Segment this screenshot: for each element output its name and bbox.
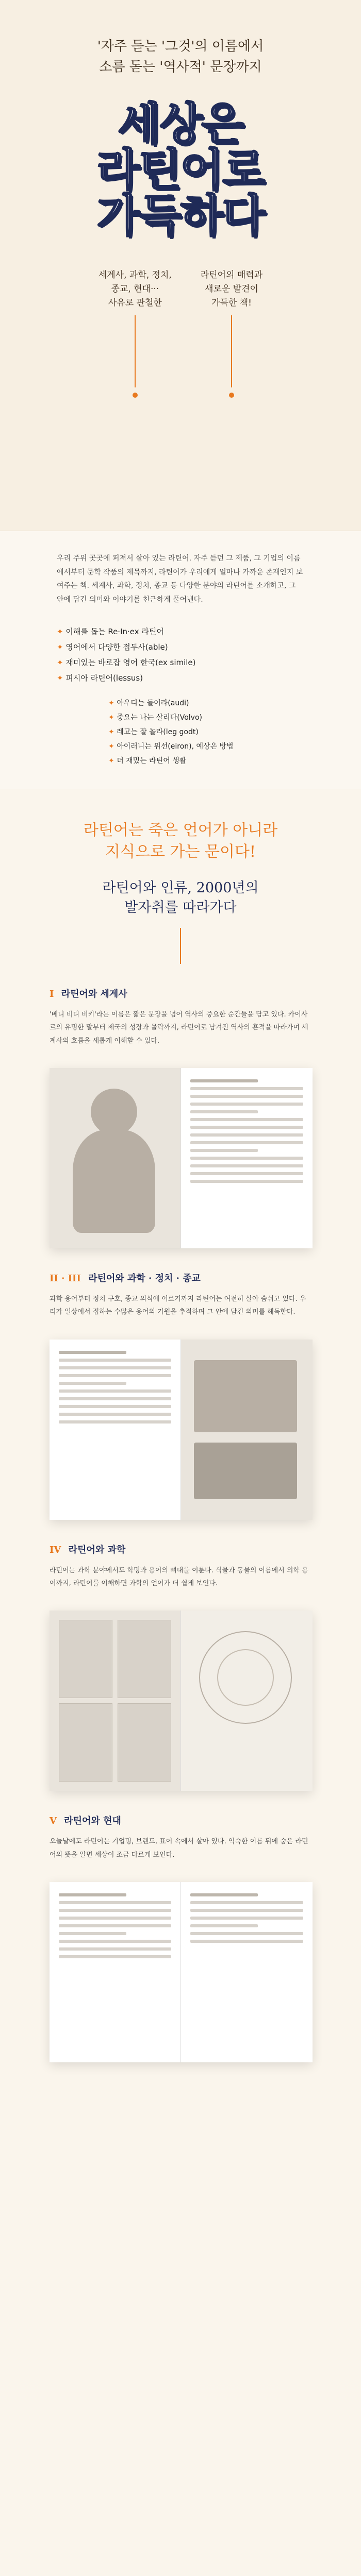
- book-spread-image: [50, 1882, 313, 2062]
- contents-heading: [0, 820, 361, 964]
- part-body: 과학 용어부터 정치 구호, 종교 의식에 이르기까지 라틴어는 여전히 살아 숨쉬고 있다. 우리가 일상에서 접하는 수많은 용어의 기원을 추적하며 그 안에 담긴 의미를 해독한다.: [50, 1295, 306, 1316]
- sub-features-list: [108, 696, 304, 768]
- sub-feature-item: ✦ 아우디는 들어라(audi): [108, 696, 304, 710]
- text-line: [59, 1359, 171, 1362]
- logo-line2: 라틴어로: [96, 144, 265, 196]
- sub-feature-item: ✦ 레고는 잘 놀라(leg godt): [108, 725, 304, 739]
- grid-illustration: [118, 1703, 171, 1782]
- text-line: [59, 1924, 171, 1927]
- contents-subheadline: 라틴어와 인류, 2000년의: [102, 880, 259, 896]
- hero-divider-line: [231, 315, 232, 387]
- illustration-page: [181, 1340, 313, 1520]
- grid-illustration: [118, 1620, 171, 1698]
- part-title-text: 라틴어와 현대: [64, 1816, 121, 1827]
- text-line: [190, 1909, 303, 1912]
- features-list: [57, 624, 304, 686]
- diagram-page: [181, 1611, 313, 1791]
- text-line: [190, 1103, 303, 1106]
- text-line: [59, 1420, 171, 1423]
- feature-item: ✦ 재미있는 바로잡 영어 한국(ex simile): [57, 655, 304, 670]
- sub-feature-item: ✦ 더 재밌는 라틴어 생활: [108, 754, 304, 768]
- hero-columns: [0, 268, 361, 398]
- contents-subheadline: 발자취를 따라가다: [124, 900, 237, 916]
- text-line: [190, 1901, 303, 1904]
- hero-right-line: 가득한 책!: [211, 298, 252, 309]
- part-body: '베니 비디 비키'라는 이름은 짧은 문장을 넘어 역사의 중요한 순간들을 담고 있다. 카이사르의 유명한 말부터 제국의 성장과 몰락까지, 라틴어로 남겨진 역사의 흔적을 따라가며 세계사의 흐름을 새롭게 이해할 수 있다.: [50, 1010, 308, 1045]
- hero-section: [0, 0, 361, 531]
- text-line: [59, 1351, 126, 1354]
- hero-quote-line1: '자주 듣는 '그것'의 이름에서: [97, 39, 264, 54]
- text-line: [190, 1917, 303, 1920]
- hero-dot: [133, 393, 138, 398]
- text-line: [59, 1932, 126, 1935]
- text-line: [59, 1940, 171, 1943]
- part-title-text: 라틴어와 세계사: [61, 988, 127, 999]
- intro-section: [0, 531, 361, 789]
- book-spread-image: [50, 1068, 313, 1248]
- part-5: [0, 1814, 361, 2062]
- text-line: [59, 1397, 171, 1400]
- part-number: V: [50, 1816, 57, 1827]
- text-line: [59, 1947, 171, 1951]
- text-line: [190, 1110, 258, 1113]
- text-line: [59, 1374, 171, 1377]
- hero-left-line: 종교, 현대···: [111, 284, 159, 295]
- part-4: [0, 1543, 361, 1791]
- hero-left-col: [99, 268, 172, 398]
- text-line: [190, 1157, 303, 1160]
- part-title-text: 라틴어와 과학: [68, 1544, 126, 1555]
- grid-illustration: [59, 1620, 112, 1698]
- hero-divider-line: [135, 315, 136, 387]
- logo-line1: 세상은: [118, 98, 243, 150]
- part-number: IV: [50, 1544, 61, 1555]
- text-page: [181, 1068, 313, 1248]
- illustration-grid: [50, 1611, 180, 1791]
- figure-body: [73, 1130, 155, 1233]
- book-spread-image: [50, 1340, 313, 1520]
- grid-illustration: [59, 1703, 112, 1782]
- text-line: [190, 1133, 303, 1137]
- part-number: II · III: [50, 1273, 81, 1284]
- sub-feature-item: ✦ 중요는 나는 살리다(Volvo): [108, 710, 304, 725]
- feature-item: ✦ 피시아 라틴어(lessus): [57, 670, 304, 686]
- text-line: [190, 1095, 303, 1098]
- part-1: [0, 987, 361, 1248]
- hero-right-text: [201, 268, 262, 311]
- text-line: [190, 1940, 303, 1943]
- part-title: [50, 987, 311, 1000]
- text-line: [59, 1405, 171, 1408]
- text-line: [59, 1955, 171, 1958]
- hero-dot: [229, 393, 234, 398]
- hero-left-line: 세계사, 과학, 정치,: [98, 269, 172, 280]
- text-line: [59, 1366, 171, 1369]
- text-page: [181, 1882, 313, 2062]
- hero-quote-line2: 소름 돋는 '역사적' 문장까지: [99, 59, 262, 75]
- text-line: [190, 1932, 303, 1935]
- circle-diagram: [217, 1649, 274, 1706]
- text-page: [50, 1340, 181, 1520]
- intro-paragraph: 우리 주위 곳곳에 퍼져서 살아 있는 라틴어. 자주 듣던 그 제품, 그 기업의 이름에서부터 문학 작품의 제목까지, 라틴어가 우리에게 얼마나 가까운 존재인지 보여주는 책. 세계사, 과학, 정치, 종교 등 다양한 분야의 라틴어를 소개하고, 그 안에 담긴 의미와 이야기를 친근하게 풀어낸다.: [57, 554, 303, 604]
- text-line: [190, 1180, 303, 1183]
- feature-item: ✦ 이해를 돕는 Re·In·ex 라틴어: [57, 624, 304, 639]
- section-divider-line: [180, 928, 181, 964]
- hero-right-col: [201, 268, 262, 398]
- hero-right-line: 라틴어의 매력과: [200, 269, 263, 280]
- text-line: [190, 1164, 303, 1167]
- part-body: 라틴어는 과학 분야에서도 학명과 용어의 뼈대를 이룬다. 식물과 동물의 이름에서 의학 용어까지, 라틴어를 이해하면 과학의 언어가 더 쉽게 보인다.: [50, 1566, 308, 1588]
- text-line: [190, 1087, 303, 1090]
- text-line: [59, 1382, 126, 1385]
- sub-feature-item: ✦ 아이러니는 위선(eiron), 예상은 방법: [108, 739, 304, 754]
- text-line: [59, 1893, 126, 1896]
- part-title-text: 라틴어와 과학 · 정치 · 종교: [88, 1273, 201, 1284]
- hero-quote: [0, 36, 361, 78]
- text-line: [59, 1909, 171, 1912]
- text-line: [190, 1172, 303, 1175]
- contents-headline: 지식으로 가는 문이다!: [105, 843, 256, 861]
- text-line: [59, 1389, 171, 1393]
- illustration: [194, 1360, 297, 1432]
- logo-line3: 가득하다: [96, 190, 265, 242]
- part-body: 오늘날에도 라틴어는 기업명, 브랜드, 표어 속에서 살아 있다. 익숙한 이름 뒤에 숨은 라틴어의 뜻을 알면 세상이 조금 다르게 보인다.: [50, 1838, 308, 1859]
- statue-illustration: [50, 1068, 181, 1248]
- illustration: [194, 1443, 297, 1499]
- text-line: [190, 1149, 258, 1152]
- text-line: [59, 1901, 171, 1904]
- book-spread-image: [50, 1611, 313, 1791]
- feature-item: ✦ 영어에서 다양한 접두사(able): [57, 639, 304, 655]
- contents-section: [0, 789, 361, 2576]
- illustration-page: [50, 1611, 181, 1791]
- part-title: [50, 1543, 311, 1556]
- text-line: [190, 1126, 303, 1129]
- hero-left-text: [99, 268, 172, 311]
- hero-left-line: 사유로 관철한: [108, 298, 162, 309]
- text-line: [59, 1917, 171, 1920]
- book-logo: [67, 98, 294, 242]
- contents-headline: 라틴어는 죽은 언어가 아니라: [83, 821, 278, 840]
- text-line: [190, 1079, 258, 1082]
- part-title: [50, 1814, 311, 1827]
- part-2: [0, 1271, 361, 1520]
- text-line: [190, 1118, 303, 1121]
- text-line: [190, 1893, 258, 1896]
- figure-head: [91, 1089, 137, 1135]
- text-page: [50, 1882, 181, 2062]
- hero-right-line: 새로운 발견이: [205, 284, 258, 295]
- text-line: [190, 1924, 258, 1927]
- text-line: [59, 1413, 171, 1416]
- text-line: [190, 1141, 303, 1144]
- part-number: I: [50, 988, 54, 999]
- part-title: [50, 1271, 311, 1284]
